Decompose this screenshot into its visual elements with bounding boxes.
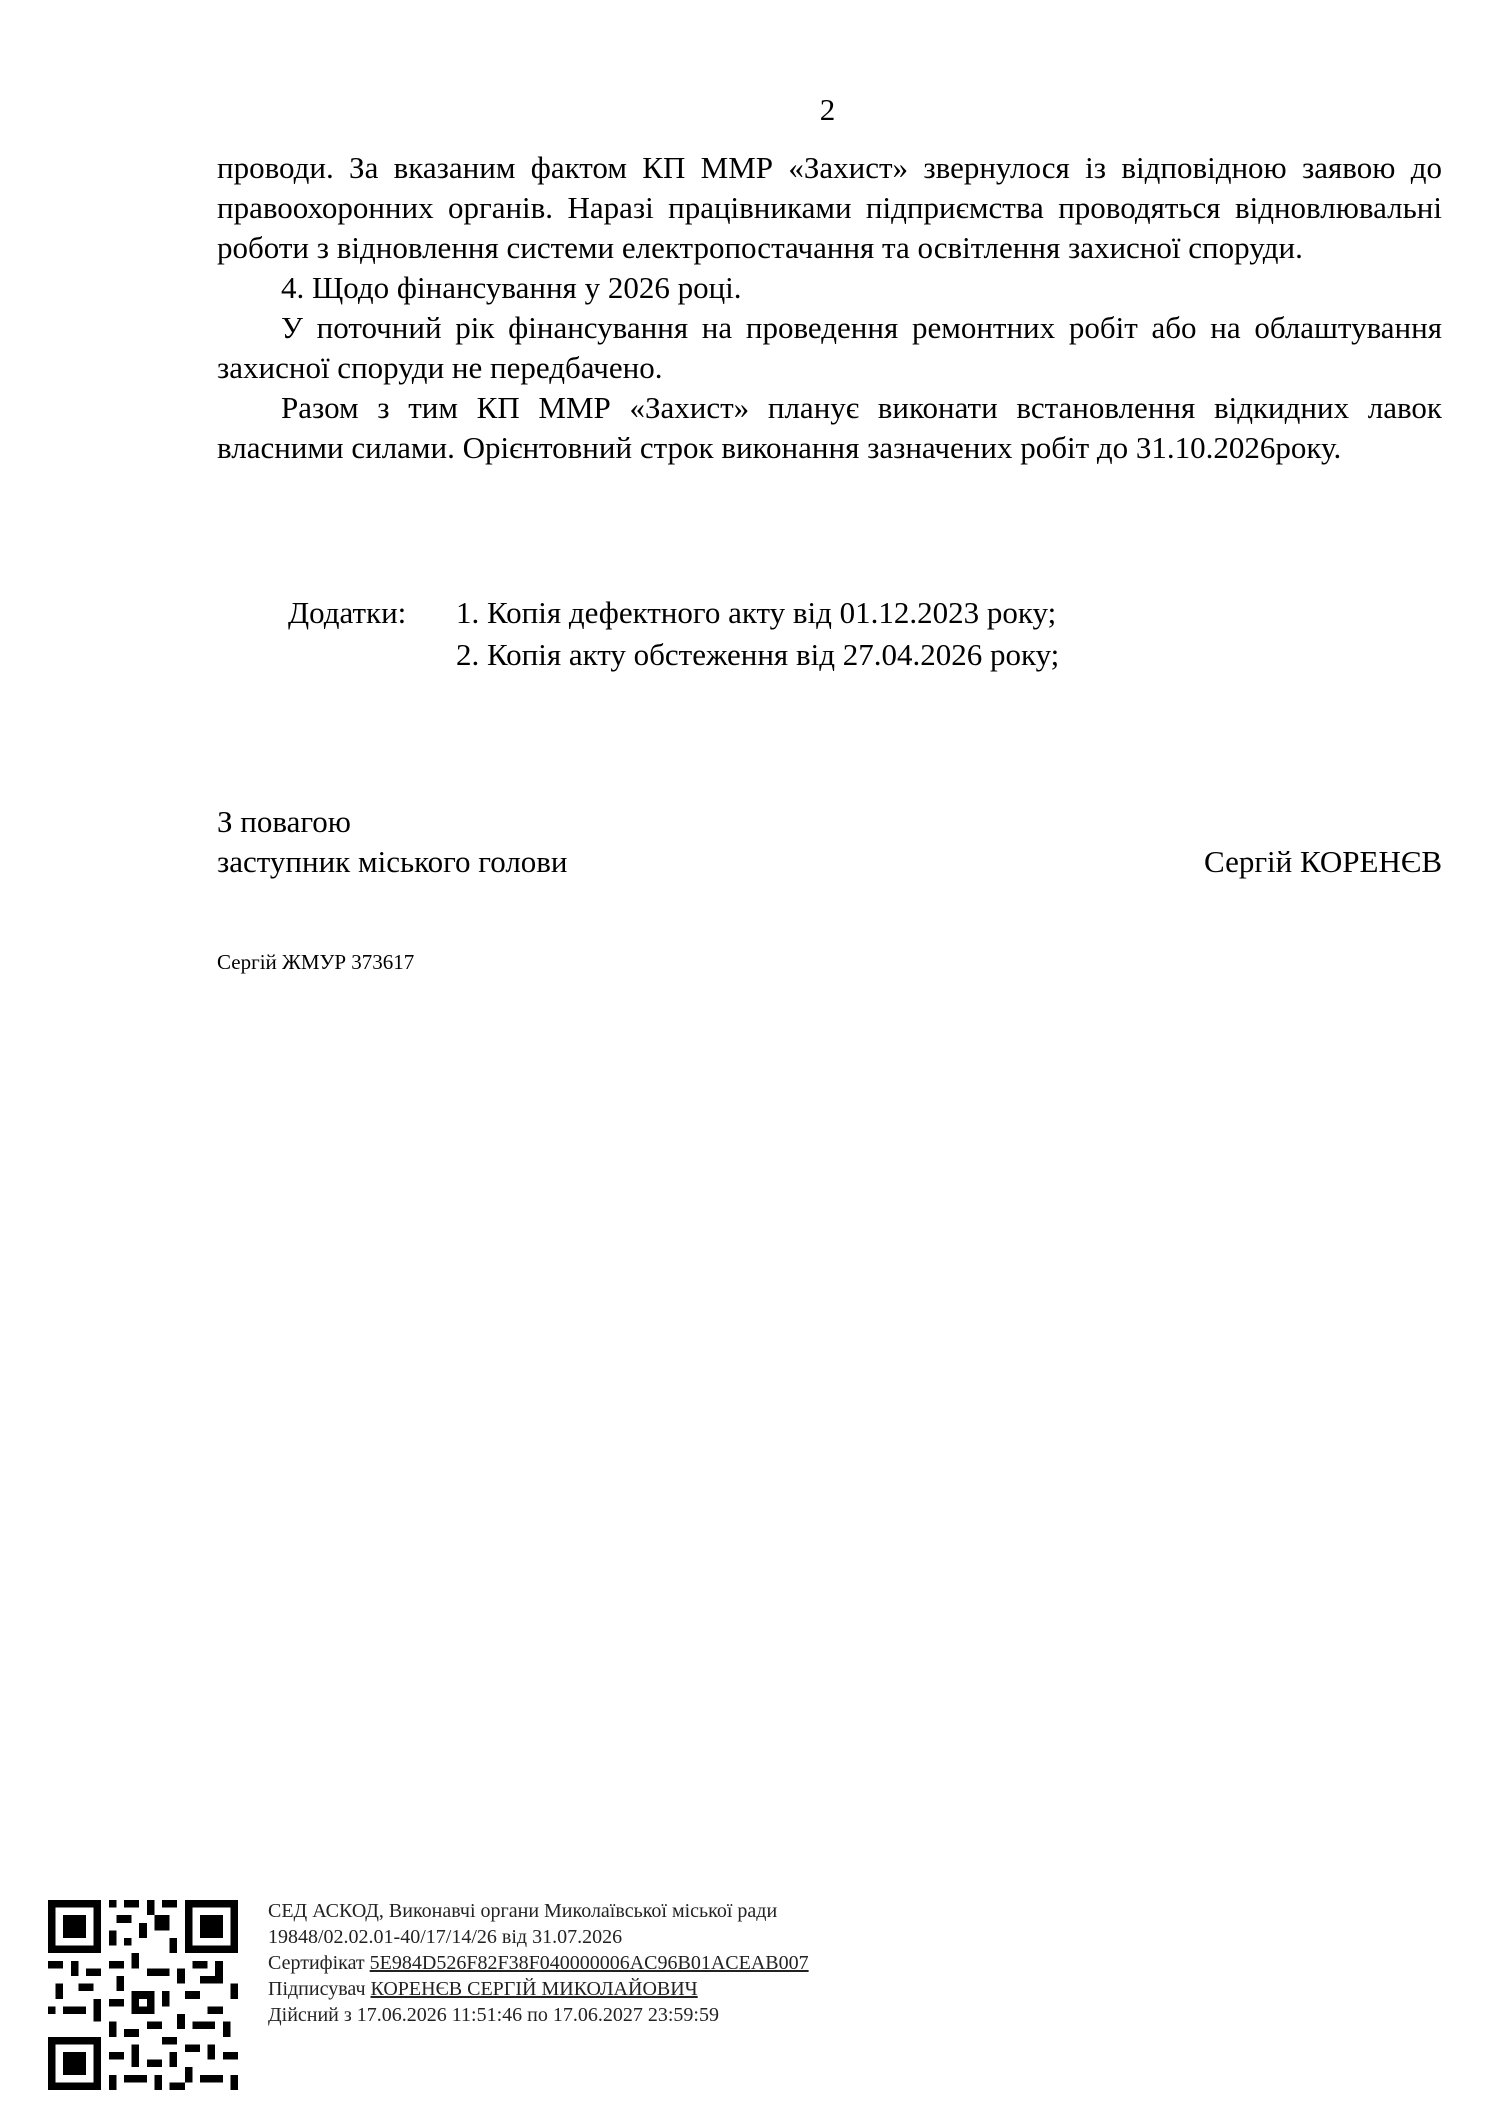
certificate-validity: Дійсний з 17.06.2026 11:51:46 по 17.06.2027 23:59:59 bbox=[268, 2004, 719, 2026]
stamp-system: СЕД АСКОД, Виконавчі органи Миколаївської міської ради bbox=[268, 1900, 778, 1922]
signer-name: Сергій КОРЕНЄВ bbox=[1204, 844, 1442, 879]
paragraph-2: 4. Щодо фінансування у 2026 році. bbox=[281, 270, 742, 305]
paragraph-1: проводи. За вказаним фактом КП ММР «Захист» звернулося із відповідною заявою до правоохоронних органів. Наразі працівниками підприємства проводяться відновлювальні роботи з відновлення системи електропостачання та освітлення захисної споруди. bbox=[217, 150, 1442, 265]
certificate-id: 5E984D526F82F38F040000006AC96B01ACEAB007 bbox=[369, 1952, 809, 1974]
e-signature-stamp bbox=[268, 1898, 809, 2028]
signer-full-name: КОРЕНЄВ СЕРГІЙ МИКОЛАЙОВИЧ bbox=[370, 1978, 698, 2000]
stamp-reg-number: 19848/02.02.01-40/17/14/26 від 31.07.2026 bbox=[268, 1926, 623, 1948]
page-number: 2 bbox=[819, 92, 836, 127]
attachment-item: 1. Копія дефектного акту від 01.12.2023 року; bbox=[456, 595, 1057, 630]
attachment-item: 2. Копія акту обстеження від 27.04.2026 року; bbox=[456, 637, 1060, 672]
signer-position: заступник міського голови bbox=[217, 844, 568, 879]
regards: З повагою bbox=[217, 804, 351, 839]
letter-body bbox=[217, 148, 1442, 468]
paragraph-4: Разом з тим КП ММР «Захист» планує виконати встановлення відкидних лавок власними силами. Орієнтовний строк виконання зазначених робіт до 31.10.2026року. bbox=[217, 390, 1442, 465]
qr-code-icon bbox=[48, 1900, 238, 2090]
paragraph-3: У поточний рік фінансування на проведення ремонтних робіт або на облаштування захисної споруди не передбачено. bbox=[217, 310, 1442, 385]
attachments bbox=[288, 592, 1059, 676]
closing-block bbox=[217, 802, 1442, 882]
attachments-label: Додатки: bbox=[288, 595, 407, 630]
executor: Сергій ЖМУР 373617 bbox=[217, 950, 415, 974]
certificate-label: Сертифікат bbox=[268, 1952, 370, 1974]
signer-label: Підписувач bbox=[268, 1978, 371, 2000]
